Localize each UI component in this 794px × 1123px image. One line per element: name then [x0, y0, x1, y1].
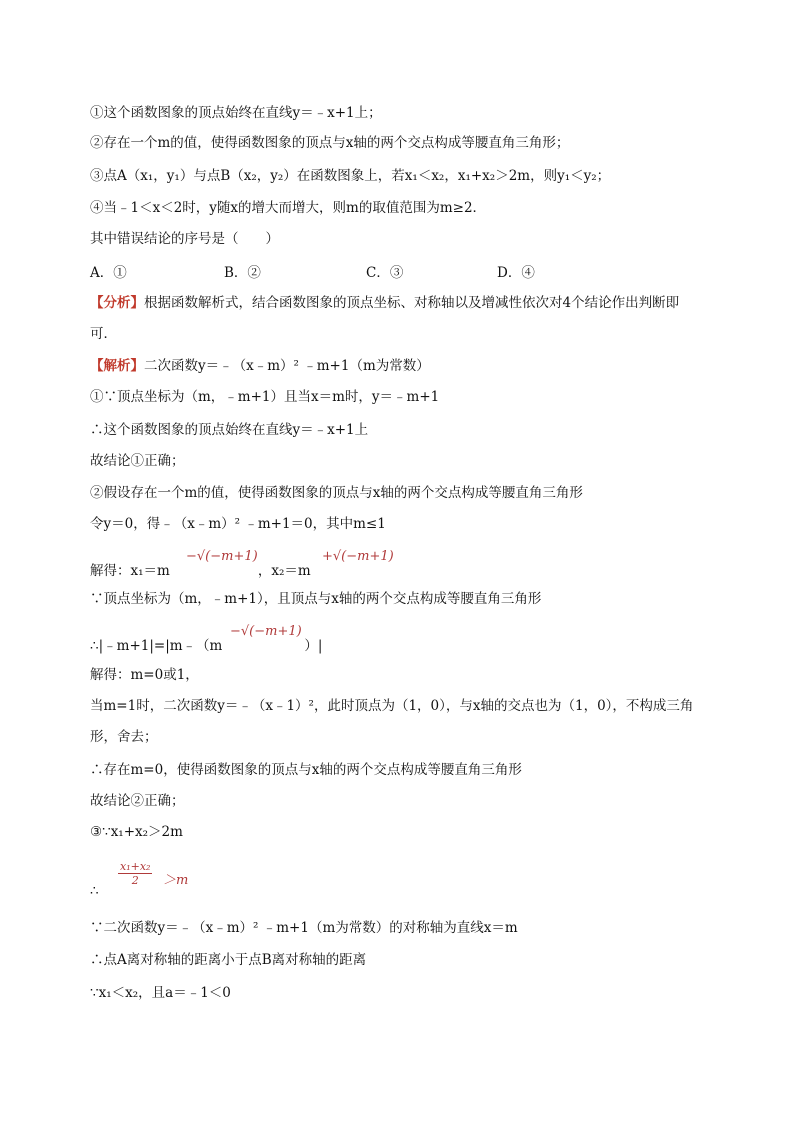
- fraction-denominator: 2: [131, 874, 139, 887]
- solution-line-9: [90, 636, 322, 656]
- fraction-relation: ＞m: [163, 873, 189, 888]
- option-c: C．③: [366, 265, 404, 281]
- solution-line-12: 形，舍去；: [90, 729, 158, 745]
- roots-label-1: 解得：x₁＝m: [90, 563, 170, 579]
- statement-1: ①这个函数图象的顶点始终在直线y＝﹣x+1上；: [90, 105, 382, 121]
- solution-line-10: 解得：m=0或1，: [90, 667, 199, 683]
- analysis-line-1: [90, 293, 679, 313]
- root-expression-3: −√(−m+1): [230, 624, 302, 639]
- analysis-line-2: 可．: [90, 326, 117, 342]
- solution-line-4: 故结论①正确；: [90, 453, 185, 469]
- solution-line-8: ∵顶点坐标为（m，﹣m+1），且顶点与x轴的两个交点构成等腰直角三角形: [90, 591, 542, 607]
- statement-3: ③点A（x₁，y₁）与点B（x₂，y₂）在函数图象上，若x₁＜x₂，x₁+x₂＞2m，则y₁＜y₂；: [90, 168, 611, 184]
- solution-line-16: ∴: [90, 883, 99, 899]
- statement-2: ②存在一个m的值，使得函数图象的顶点与x轴的两个交点构成等腰直角三角形；: [90, 135, 570, 151]
- solution-line-1: [90, 356, 430, 376]
- solution-tag: 【解析】: [90, 358, 144, 374]
- analysis-text-1: 根据函数解析式，结合函数图象的顶点坐标、对称轴以及增减性依次对4个结论作出判断即: [144, 295, 680, 311]
- option-a: A．①: [90, 265, 127, 281]
- solution-line-13: ∴存在m=0，使得函数图象的顶点与x轴的两个交点构成等腰直角三角形: [90, 762, 522, 778]
- solution-line-11: 当m=1时，二次函数y＝﹣（x﹣1）²，此时顶点为（1，0），与x轴的交点也为（1，0），不构成三角: [90, 698, 694, 714]
- fraction-numerator: x₁+x₂: [120, 860, 151, 873]
- solution-line-6: 令y＝0，得﹣（x﹣m）² ﹣m+1＝0，其中m≤1: [90, 516, 386, 532]
- solution-line-14: 故结论②正确；: [90, 793, 185, 809]
- statement-4: ④当﹣1＜x＜2时，y随x的增大而增大，则m的取值范围为m≥2．: [90, 200, 487, 216]
- solution-line-18: ∴点A离对称轴的距离小于点B离对称轴的距离: [90, 952, 367, 968]
- roots-label-2: ，x₂＝m: [257, 563, 311, 579]
- solution-line-5: ②假设存在一个m的值，使得函数图象的顶点与x轴的两个交点构成等腰直角三角形: [90, 485, 583, 501]
- analysis-tag: 【分析】: [90, 295, 144, 311]
- root-expression-2: +√(−m+1): [322, 549, 394, 564]
- abs-equation-right: ）|: [304, 638, 323, 654]
- root-expression-1: −√(−m+1): [186, 549, 258, 564]
- solution-line-2: ①∵顶点坐标为（m，﹣m+1）且当x＝m时，y＝﹣m+1: [90, 389, 440, 405]
- option-d: D．④: [497, 265, 535, 281]
- solution-line-19: ∵x₁＜x₂，且a＝﹣1＜0: [90, 985, 231, 1001]
- solution-line-15: ③∵x₁+x₂＞2m: [90, 824, 183, 840]
- abs-equation-left: ∴|﹣m+1|=|m﹣（m: [90, 638, 223, 654]
- question-text: 其中错误结论的序号是（ ）: [90, 231, 279, 247]
- solution-line-17: ∵二次函数y＝﹣（x﹣m）² ﹣m+1（m为常数）的对称轴为直线x＝m: [90, 920, 518, 936]
- fraction-x1-plus-x2-over-2: [118, 860, 152, 887]
- solution-line-7: [90, 561, 311, 581]
- solution-text-1: 二次函数y＝﹣（x﹣m）² ﹣m+1（m为常数）: [144, 358, 430, 374]
- option-b: B．②: [224, 265, 261, 281]
- solution-line-3: ∴这个函数图象的顶点始终在直线y＝﹣x+1上: [90, 422, 369, 438]
